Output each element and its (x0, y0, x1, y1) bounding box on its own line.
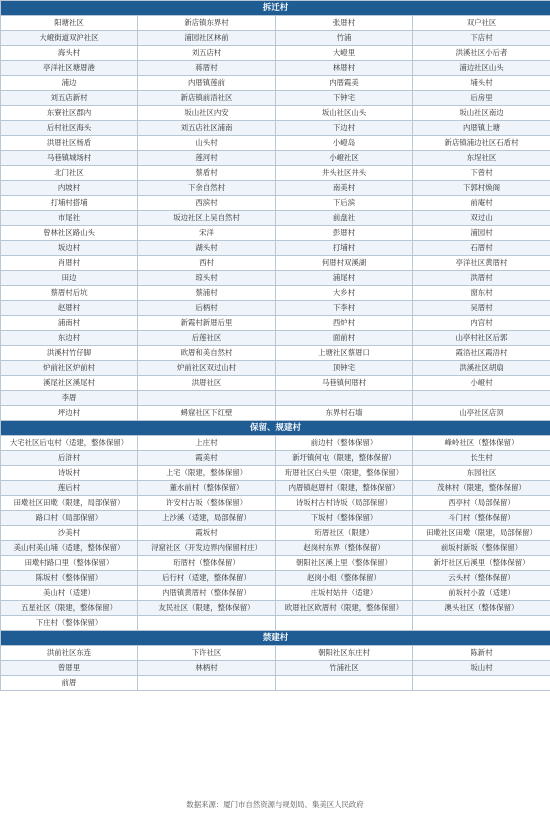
table-row (1, 91, 550, 106)
village-cell: 霞美村 (138, 451, 276, 466)
village-cell: 下庄村（整体保留） (1, 616, 138, 631)
village-cell: 李厝 (1, 391, 138, 406)
table-row (1, 316, 550, 331)
village-cell (276, 391, 413, 406)
village-cell: 湖头村 (138, 241, 276, 256)
table-row (1, 151, 550, 166)
village-cell: 坂山社区内安 (138, 106, 276, 121)
village-cell: 浦尾村 (276, 271, 413, 286)
village-cell (138, 676, 276, 691)
village-cell: 窗东村 (413, 286, 550, 301)
village-cell: 马巷镇何厝村 (276, 376, 413, 391)
village-cell: 五星社区（限建，整体保留） (1, 601, 138, 616)
table-row (1, 61, 550, 76)
village-cell: 朝阳社区东庄村 (276, 646, 413, 661)
village-cell: 内厝镇赵厝村（限建，整体保留） (276, 481, 413, 496)
village-cell (276, 616, 413, 631)
village-cell: 下许社区 (138, 646, 276, 661)
village-cell: 长生村 (413, 451, 550, 466)
village-cell: 莲河村 (138, 151, 276, 166)
village-cell: 云头村（整体保留） (413, 571, 550, 586)
village-cell: 肖厝村 (1, 256, 138, 271)
village-cell: 彭厝村 (276, 226, 413, 241)
village-cell: 内厝镇莲前 (138, 76, 276, 91)
village-cell: 琼头村 (138, 271, 276, 286)
village-cell: 山头村 (138, 136, 276, 151)
village-cell: 澳头社区（整体保留） (413, 601, 550, 616)
village-cell: 坂边社区上吴自然村 (138, 211, 276, 226)
village-cell: 双户社区 (413, 16, 550, 31)
table-row (1, 136, 550, 151)
village-cell: 欧厝社区欧厝村（限建，整体保留） (276, 601, 413, 616)
village-cell: 新店镇浦边社区石盾村 (413, 136, 550, 151)
table-row (1, 211, 550, 226)
table-row (1, 166, 550, 181)
table-row (1, 451, 550, 466)
village-cell: 浦园村 (413, 226, 550, 241)
village-cell: 莲后村 (1, 481, 138, 496)
table-row (1, 121, 550, 136)
village-cell: 蟳窟社区下红壁 (138, 406, 276, 421)
table-row (1, 481, 550, 496)
village-cell (413, 616, 550, 631)
village-cell: 茂林村（限建，整体保留） (413, 481, 550, 496)
table-row (1, 661, 550, 676)
village-cell: 赵岗村东界（整体保留） (276, 541, 413, 556)
village-cell: 溪尾社区溪尾村 (1, 376, 138, 391)
village-cell: 竹浦社区 (276, 661, 413, 676)
table-row (1, 346, 550, 361)
village-cell (413, 676, 550, 691)
village-cell: 诗坂村古村诗坂（局部保留） (276, 496, 413, 511)
village-cell (138, 391, 276, 406)
table-row (1, 676, 550, 691)
village-cell: 上庄村 (138, 436, 276, 451)
village-cell: 下店村 (413, 31, 550, 46)
village-cell: 阳塘社区 (1, 16, 138, 31)
village-cell (276, 676, 413, 691)
table-row (1, 31, 550, 46)
village-cell: 蒋厝村 (138, 61, 276, 76)
village-cell: 洪溪社区胡扇 (413, 361, 550, 376)
village-cell: 石厝村 (413, 241, 550, 256)
village-cell: 新店镇前浯社区 (138, 91, 276, 106)
village-cell: 坪边村 (1, 406, 138, 421)
village-cell: 蔡浦村 (138, 286, 276, 301)
village-cell: 下郭村焕阁 (413, 181, 550, 196)
table-row (1, 406, 550, 421)
village-cell: 峰岭社区（整体保留） (413, 436, 550, 451)
village-cell: 田墘社区田墘（限建，局部保留） (413, 526, 550, 541)
village-cell: 曾厝里 (1, 661, 138, 676)
village-cell: 蔡厝村后坑 (1, 286, 138, 301)
village-cell: 浦南村 (1, 316, 138, 331)
village-cell: 北门社区 (1, 166, 138, 181)
village-cell: 洪厝村 (413, 271, 550, 286)
village-cell: 东园社区 (413, 466, 550, 481)
village-cell: 大乡村 (276, 286, 413, 301)
table-row (1, 436, 550, 451)
village-cell: 洪前社区东连 (1, 646, 138, 661)
village-cell: 美山村（适建） (1, 586, 138, 601)
village-cell: 大宅社区后屯村（适建，整体保留） (1, 436, 138, 451)
village-cell: 后莲社区 (138, 331, 276, 346)
village-cell: 面前村 (276, 331, 413, 346)
village-cell: 内厝霞美 (276, 76, 413, 91)
village-cell: 新店镇东界村 (138, 16, 276, 31)
table-row (1, 556, 550, 571)
village-cell: 欧厝和美自然村 (138, 346, 276, 361)
village-cell: 亭洋社区塘厝港 (1, 61, 138, 76)
table-row (1, 331, 550, 346)
village-cell: 后村社区海头 (1, 121, 138, 136)
table-row (1, 286, 550, 301)
village-cell: 林柄村 (138, 661, 276, 676)
village-cell: 顶钟宅 (276, 361, 413, 376)
village-cell: 内坡村 (1, 181, 138, 196)
village-cell: 下边村 (276, 121, 413, 136)
table-row (1, 601, 550, 616)
village-cell: 山亭村社区后郭 (413, 331, 550, 346)
village-cell: 西炉村 (276, 316, 413, 331)
village-cell: 田边 (1, 271, 138, 286)
village-cell: 洪厝社区 (138, 376, 276, 391)
village-cell: 大嶝街道双沪社区 (1, 31, 138, 46)
village-cell: 新圩镇何屯（限建，整体保留） (276, 451, 413, 466)
village-cell: 刘五店社区浦南 (138, 121, 276, 136)
village-cell: 新圩社区后溪里（整体保留） (413, 556, 550, 571)
table-row (1, 241, 550, 256)
village-cell: 内厝镇黄厝村（整体保留） (138, 586, 276, 601)
village-cell: 前坂村新坂（整体保留） (413, 541, 550, 556)
village-cell: 朝阳社区溪上里（整体保留） (276, 556, 413, 571)
village-cell: 后柄村 (138, 301, 276, 316)
table-row (1, 301, 550, 316)
village-cell: 美山村美山埔（适建，整体保留） (1, 541, 138, 556)
village-cell: 东边村 (1, 331, 138, 346)
village-cell: 洪溪村竹仔脚 (1, 346, 138, 361)
village-cell: 打埔村搭埔 (1, 196, 138, 211)
village-cell: 内宫村 (413, 316, 550, 331)
village-cell: 小嶝岛 (276, 136, 413, 151)
section-title: 保留、规建村 (1, 421, 550, 436)
village-cell: 坂边村 (1, 241, 138, 256)
village-cell: 大嶝里 (276, 46, 413, 61)
village-cell: 前盘社 (276, 211, 413, 226)
village-cell: 霞坂村 (138, 526, 276, 541)
village-cell: 埔头村 (413, 76, 550, 91)
village-cell: 新霞村新厝后里 (138, 316, 276, 331)
village-cell: 南美村 (276, 181, 413, 196)
village-cell: 下钟宅 (276, 91, 413, 106)
village-cell: 山亭社区店顶 (413, 406, 550, 421)
village-cell: 前庵村 (413, 196, 550, 211)
table-row (1, 376, 550, 391)
table-row (1, 106, 550, 121)
village-cell: 下坂村（整体保留） (276, 511, 413, 526)
village-cell: 浦边社区山头 (413, 61, 550, 76)
table-row (1, 586, 550, 601)
village-cell: 炉前社区双过山村 (138, 361, 276, 376)
village-cell: 坂山村 (413, 661, 550, 676)
village-cell: 打埔村 (276, 241, 413, 256)
village-cell: 下李村 (276, 301, 413, 316)
village-cell: 西村 (138, 256, 276, 271)
village-cell: 刘五店村 (138, 46, 276, 61)
section-header-row (1, 421, 550, 436)
village-cell: 霞浯社区霞浯村 (413, 346, 550, 361)
village-cell: 小嶝社区 (276, 151, 413, 166)
village-cell: 市尾社 (1, 211, 138, 226)
section-title: 禁建村 (1, 631, 550, 646)
village-cell: 后浒村 (1, 451, 138, 466)
village-cell: 董水前村（整体保留） (138, 481, 276, 496)
village-cell: 路口村（局部保留） (1, 511, 138, 526)
village-cell: 张厝村 (276, 16, 413, 31)
village-cell: 洪厝社区杨盾 (1, 136, 138, 151)
table-row (1, 511, 550, 526)
village-cell: 许安村古坂（整体保留） (138, 496, 276, 511)
village-cell: 下后滨 (276, 196, 413, 211)
village-cell (413, 391, 550, 406)
village-cell: 赵岗小组（整体保留） (276, 571, 413, 586)
table-row (1, 76, 550, 91)
village-cell (138, 616, 276, 631)
table-row (1, 496, 550, 511)
table-row (1, 646, 550, 661)
village-cell: 诗坂村 (1, 466, 138, 481)
village-cell: 吴厝村 (413, 301, 550, 316)
table-body (1, 1, 550, 691)
village-cell: 曾林社区路山头 (1, 226, 138, 241)
village-cell: 陈坂村（整体保留） (1, 571, 138, 586)
village-cell: 珩厝社区（限建） (276, 526, 413, 541)
village-cell: 刘五店新村 (1, 91, 138, 106)
section-title: 拆迁村 (1, 1, 550, 16)
village-cell: 后行村（适建，整体保留） (138, 571, 276, 586)
village-cell: 竹浦 (276, 31, 413, 46)
section-header-row (1, 1, 550, 16)
section-header-row (1, 631, 550, 646)
village-cell: 赵厝村 (1, 301, 138, 316)
table-row (1, 181, 550, 196)
table-row (1, 391, 550, 406)
village-cell: 陈新村 (413, 646, 550, 661)
village-cell: 前厝 (1, 676, 138, 691)
village-cell: 坂山社区南边 (413, 106, 550, 121)
village-cell: 内厝镇上塘 (413, 121, 550, 136)
village-cell: 上沙溪（适建，局部保留） (138, 511, 276, 526)
village-cell: 何厝村双溪湖 (276, 256, 413, 271)
village-cell: 井头社区井头 (276, 166, 413, 181)
village-cell: 西滨村 (138, 196, 276, 211)
village-cell: 东埕社区 (413, 151, 550, 166)
village-cell: 友民社区（限建，整体保留） (138, 601, 276, 616)
table-row (1, 46, 550, 61)
village-cell: 小嶝村 (413, 376, 550, 391)
data-source-footer: 数据来源：厦门市自然资源与规划局、集美区人民政府 (186, 800, 364, 809)
village-cell: 东界村石墙 (276, 406, 413, 421)
village-cell: 下余自然村 (138, 181, 276, 196)
village-cell: 西亭村（局部保留） (413, 496, 550, 511)
table-row (1, 16, 550, 31)
village-cell: 珩厝社区白头里（限建，整体保留） (276, 466, 413, 481)
table-row (1, 256, 550, 271)
table-row (1, 616, 550, 631)
table-row (1, 226, 550, 241)
village-cell: 浦边 (1, 76, 138, 91)
village-cell: 前坂村小盈（适建） (413, 586, 550, 601)
village-cell: 林厝村 (276, 61, 413, 76)
village-cell: 前边村（整体保留） (276, 436, 413, 451)
village-cell: 上塘社区蔡厝口 (276, 346, 413, 361)
table-row (1, 196, 550, 211)
village-cell: 亭洋社区黄厝村 (413, 256, 550, 271)
table-row (1, 361, 550, 376)
table-row (1, 526, 550, 541)
table-row (1, 466, 550, 481)
village-cell: 田墘社区田墘（限建，局部保留） (1, 496, 138, 511)
village-cell: 海头村 (1, 46, 138, 61)
village-cell: 上宅（限建，整体保留） (138, 466, 276, 481)
village-cell: 庄坂村姑井（适建） (276, 586, 413, 601)
village-cell: 洪溪社区小后者 (413, 46, 550, 61)
village-cell: 双过山 (413, 211, 550, 226)
table-row (1, 541, 550, 556)
village-cell: 浔窟社区（开发边界内保留村庄） (138, 541, 276, 556)
village-cell: 珩厝村（整体保留） (138, 556, 276, 571)
village-cell: 蔡盾村 (138, 166, 276, 181)
village-cell: 马巷镇城场村 (1, 151, 138, 166)
village-cell: 坂山社区山头 (276, 106, 413, 121)
village-cell: 炉前社区炉前村 (1, 361, 138, 376)
table-row (1, 571, 550, 586)
table-row (1, 271, 550, 286)
village-cell: 沙美村 (1, 526, 138, 541)
village-cell: 东寮社区郡内 (1, 106, 138, 121)
village-cell: 宋洋 (138, 226, 276, 241)
village-cell: 后房里 (413, 91, 550, 106)
village-cell: 田墘村路口里（整体保留） (1, 556, 138, 571)
village-cell: 下曾村 (413, 166, 550, 181)
village-cell: 斗门村（整体保留） (413, 511, 550, 526)
village-cell: 浦园社区林前 (138, 31, 276, 46)
